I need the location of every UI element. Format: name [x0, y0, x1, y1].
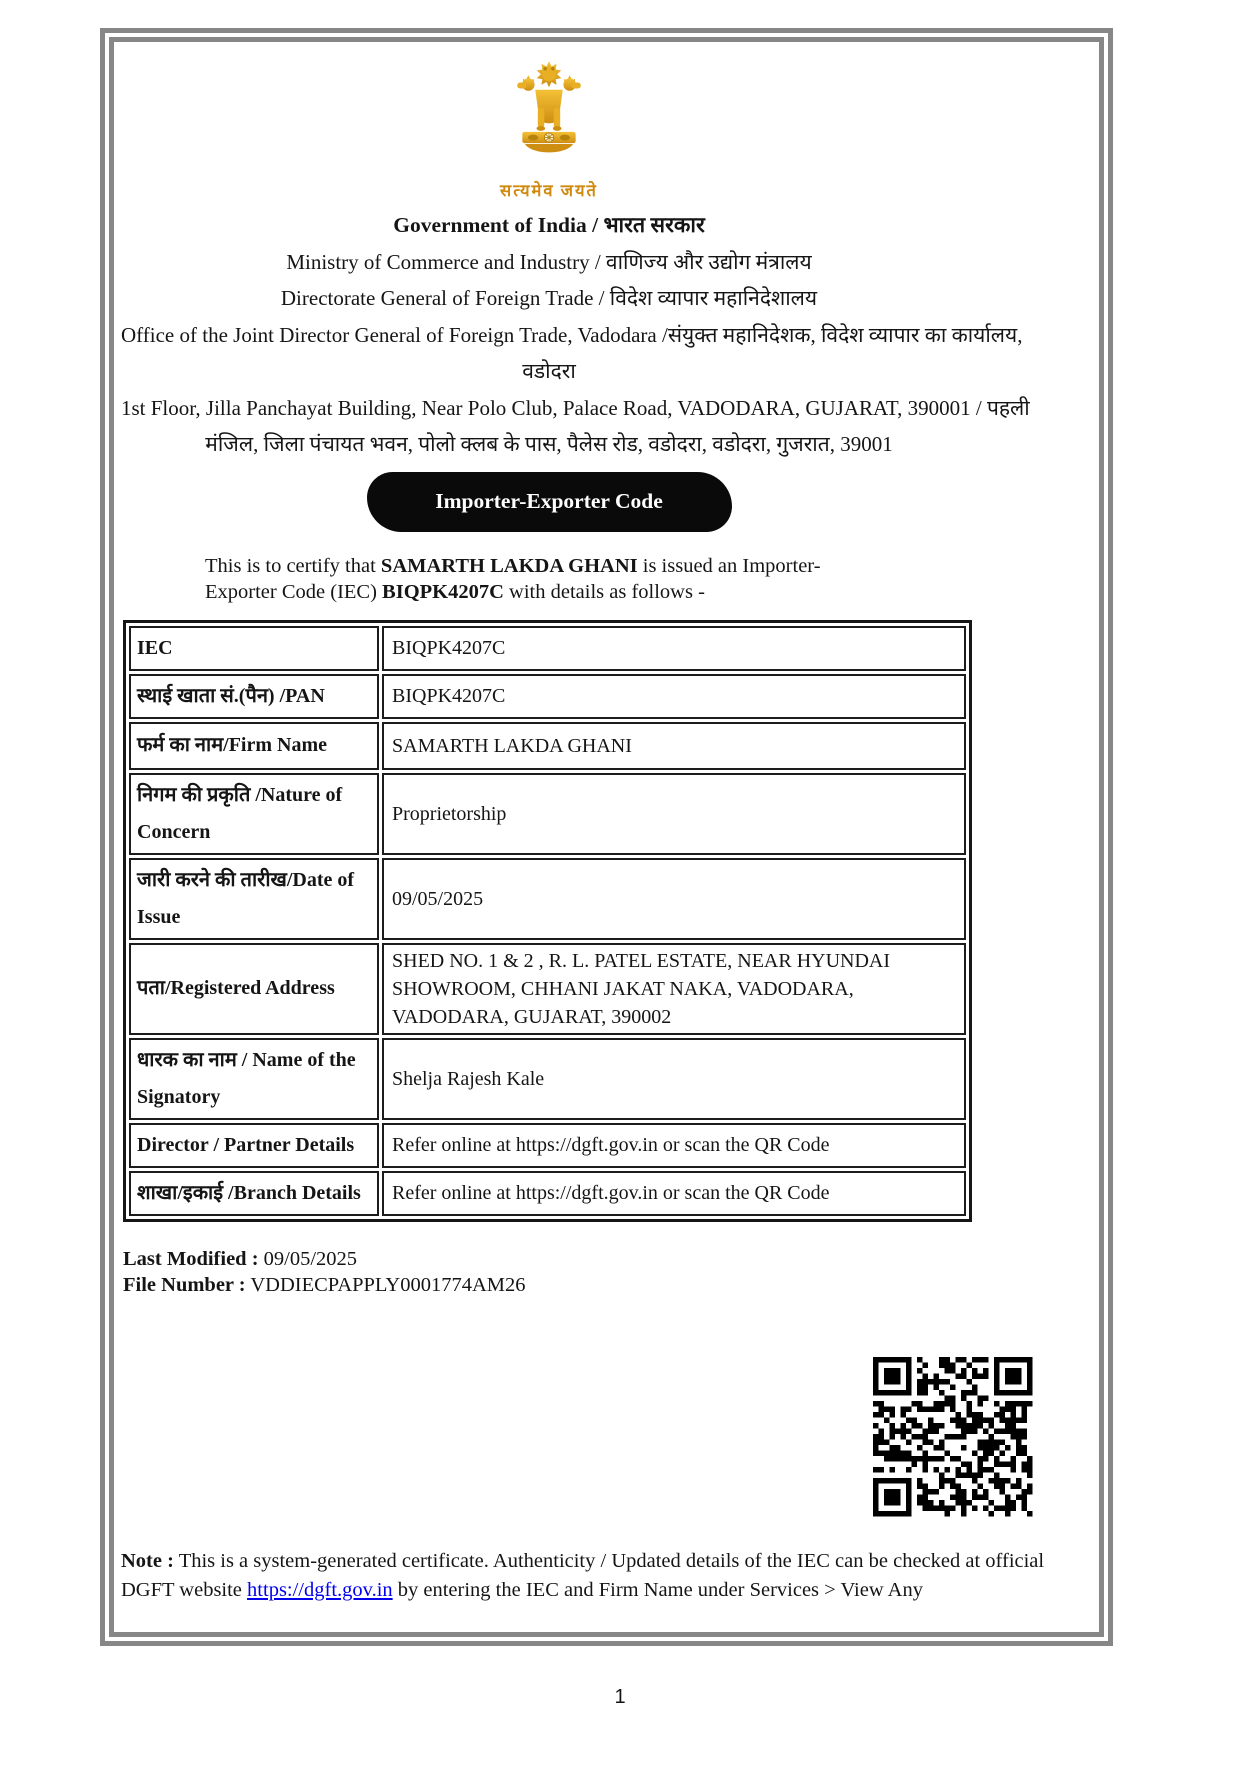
- row-value: Refer online at https://dgft.gov.in or scan the QR Code: [382, 1123, 966, 1168]
- certificate-outer-frame: [100, 28, 1113, 1646]
- table-row-director-partner-details: [129, 1123, 966, 1168]
- file-number-label: File Number :: [123, 1273, 246, 1296]
- certify-middle: is issued an Importer-Exporter Code (IEC): [205, 554, 821, 603]
- note-before-link: This is a system-generated certificate. Authenticity / Updated details of the IEC can be checked at official DGFT website: [121, 1550, 1045, 1601]
- note-label: Note :: [121, 1550, 174, 1572]
- row-label: शाखा/इकाई /Branch Details: [129, 1171, 379, 1216]
- row-value: BIQPK4207C: [382, 674, 966, 719]
- note-after-link: by entering the IEC and Firm Name under Services > View Any: [392, 1579, 923, 1601]
- firm-name: SAMARTH LAKDA GHANI: [380, 554, 638, 577]
- certify-suffix: with details as follows -: [503, 580, 705, 603]
- row-label: पता/Registered Address: [129, 943, 379, 1035]
- dgft-link[interactable]: https://dgft.gov.in: [247, 1579, 393, 1601]
- letterhead: [121, 207, 1030, 463]
- row-label: धारक का नाम / Name of the Signatory: [129, 1038, 379, 1120]
- table-row-firm-name: [129, 722, 966, 770]
- row-value: Proprietorship: [382, 773, 966, 855]
- iec-code: BIQPK4207C: [382, 580, 504, 603]
- row-value: SAMARTH LAKDA GHANI: [382, 722, 966, 770]
- government-line: Government of India / भारत सरकार: [393, 213, 705, 237]
- table-row-iec: [129, 626, 966, 671]
- file-number-line: [123, 1272, 977, 1298]
- office-address-line-2: मंजिल, जिला पंचायत भवन, पोलो क्लब के पास, पैलेस रोड, वडोदरा, वडोदरा, गुजरात, 39001: [205, 432, 893, 456]
- certify-prefix: This is to certify that: [205, 554, 381, 577]
- table-row-signatory-name: [129, 1038, 966, 1120]
- qr-code: [873, 1357, 1033, 1517]
- motto-text: सत्यमेव जयते: [500, 181, 598, 200]
- note-text: [121, 1547, 1073, 1605]
- meta-block: [123, 1246, 977, 1298]
- row-value: Refer online at https://dgft.gov.in or scan the QR Code: [382, 1171, 966, 1216]
- row-label: फर्म का नाम/Firm Name: [129, 722, 379, 770]
- table-row-pan: [129, 674, 966, 719]
- row-label: निगम की प्रकृति /Nature of Concern: [129, 773, 379, 855]
- last-modified-line: [123, 1246, 977, 1272]
- table-row-registered-address: [129, 943, 966, 1035]
- table-row-nature-of-concern: [129, 773, 966, 855]
- row-label: Director / Partner Details: [129, 1123, 379, 1168]
- content-column: [121, 42, 1030, 1298]
- last-modified-value: 09/05/2025: [263, 1247, 358, 1270]
- iec-title-badge: Importer-Exporter Code: [367, 472, 732, 532]
- office-address-line-1: 1st Floor, Jilla Panchayat Building, Near Polo Club, Palace Road, VADODARA, GUJARAT, 390001 / पहली: [121, 395, 1030, 420]
- directorate-line: Directorate General of Foreign Trade / विदेश व्यापार महानिदेशालय: [280, 286, 818, 310]
- table-row-date-of-issue: [129, 858, 966, 940]
- office-line-2: वडोदरा: [522, 359, 576, 383]
- row-label: जारी करने की तारीख/Date of Issue: [129, 858, 379, 940]
- row-value: SHED NO. 1 & 2 , R. L. PATEL ESTATE, NEAR HYUNDAI SHOWROOM, CHHANI JAKAT NAKA, VADODARA, VADODARA, GUJARAT, 390002: [382, 943, 966, 1035]
- emblem-block: [121, 42, 977, 201]
- certification-statement: [205, 553, 877, 605]
- ministry-line: Ministry of Commerce and Industry / वाणिज्य और उद्योग मंत्रालय: [286, 249, 812, 274]
- iec-details-table: [123, 620, 972, 1222]
- row-value: BIQPK4207C: [382, 626, 966, 671]
- file-number-value: VDDIECPAPPLY0001774AM26: [250, 1273, 526, 1296]
- row-label: स्थाई खाता सं.(पैन) /PAN: [129, 674, 379, 719]
- row-value: Shelja Rajesh Kale: [382, 1038, 966, 1120]
- row-label: IEC: [129, 626, 379, 671]
- office-line-1: Office of the Joint Director General of Foreign Trade, Vadodara /संयुक्त महानिदेशक, विदेश व्यापार का कार्यालय,: [121, 322, 1023, 347]
- table-row-branch-details: [129, 1171, 966, 1216]
- row-value: 09/05/2025: [382, 858, 966, 940]
- certificate-inner-frame: [109, 37, 1104, 1637]
- ashoka-emblem-icon: [506, 157, 592, 174]
- page-number: 1: [614, 1686, 626, 1708]
- last-modified-label: Last Modified :: [123, 1247, 259, 1270]
